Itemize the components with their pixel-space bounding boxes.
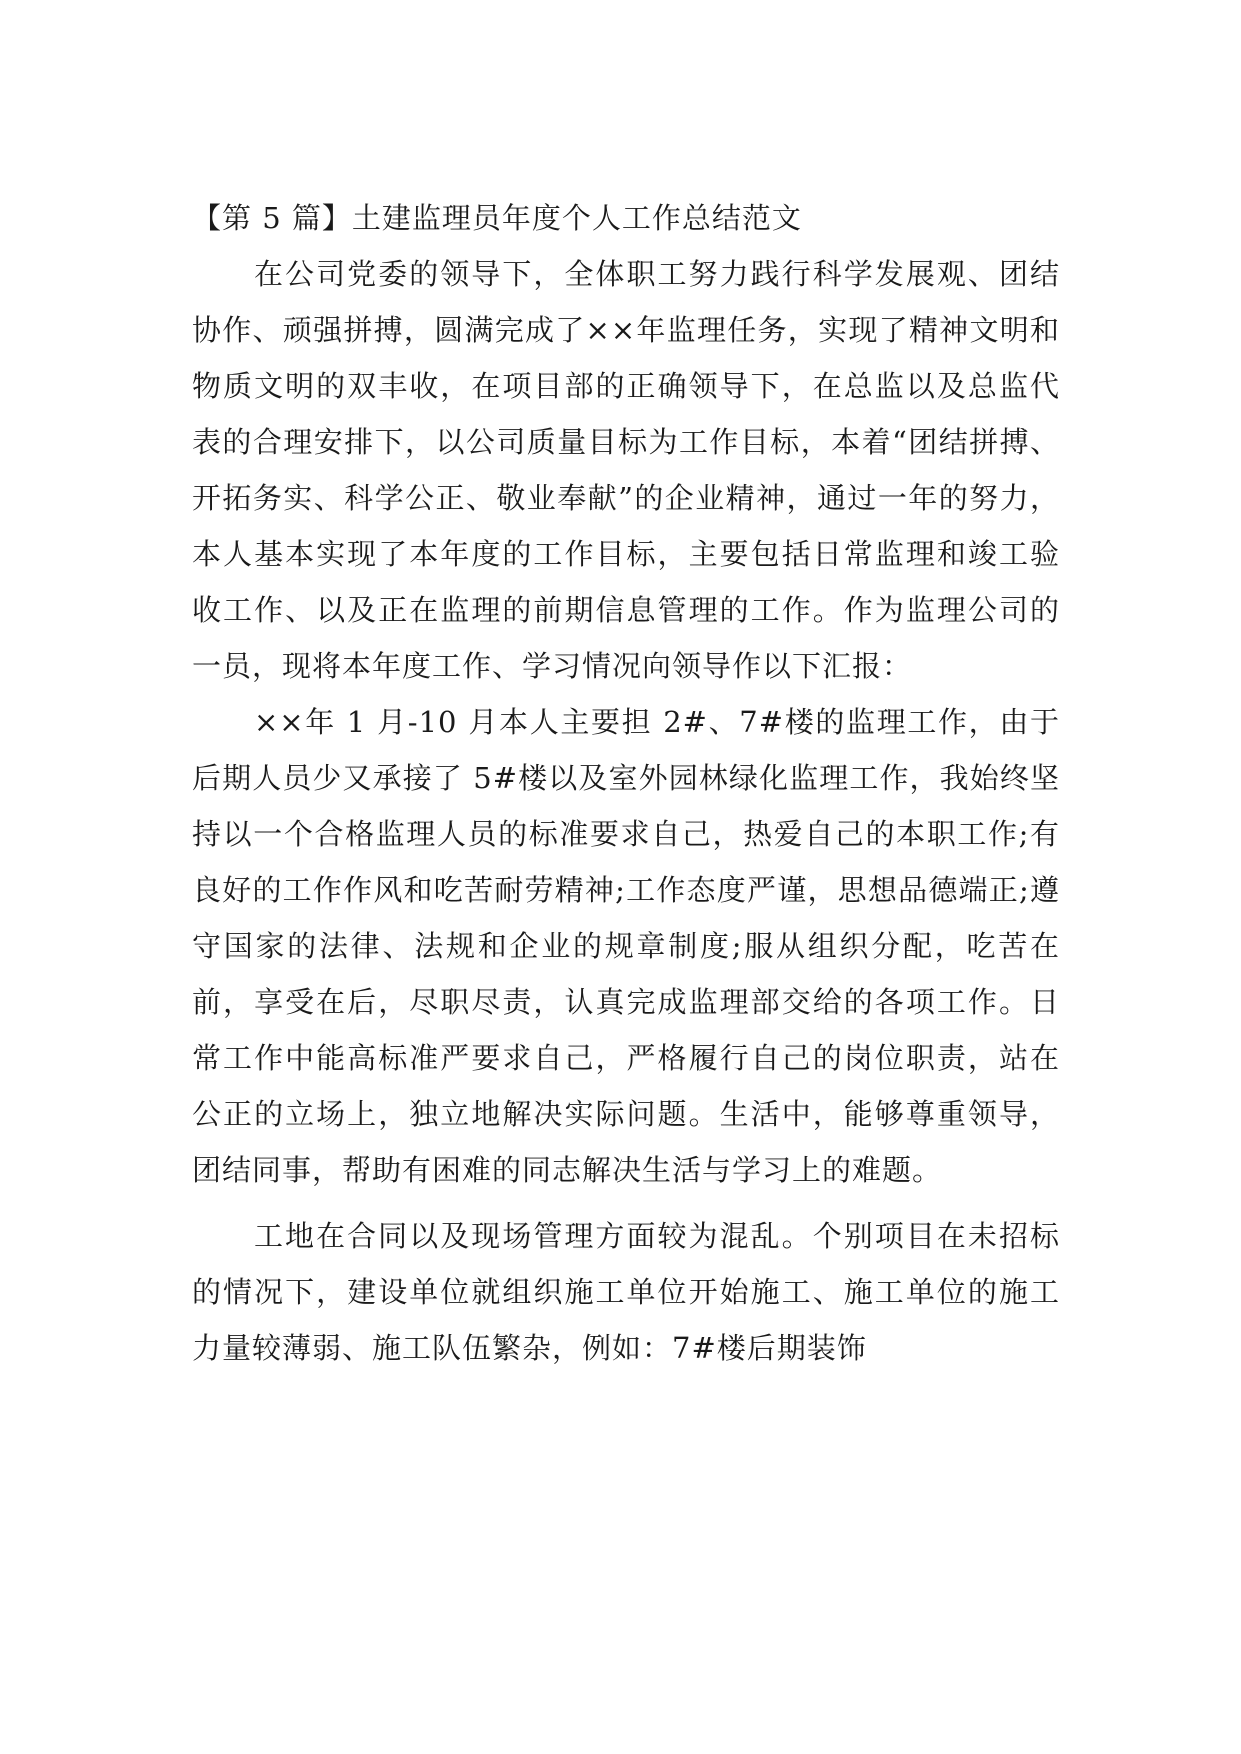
paragraph-site-issues: 工地在合同以及现场管理方面较为混乱。个别项目在未招标的情况下，建设单位就组织施工单位开始施工、施工单位的施工力量较薄弱、施工队伍繁杂，例如：7#楼后期装饰 [192,1219,1060,1365]
document-title: 【第 5 篇】土建监理员年度个人工作总结范文 [192,201,802,235]
paragraph-intro: 在公司党委的领导下，全体职工努力践行科学发展观、团结协作、顽强拼搏，圆满完成了××年监理任务，实现了精神文明和物质文明的双丰收，在项目部的正确领导下，在总监以及总监代表的合理安排下，以公司质量目标为工作目标，本着“团结拼搏、开拓务实、科学公正、敬业奉献”的企业精神，通过一年的努力，本人基本实现了本年度的工作目标，主要包括日常监理和竣工验收工作、以及正在监理的前期信息管理的工作。作为监理公司的一员，现将本年度工作、学习情况向领导作以下汇报： [192,257,1060,683]
paragraph-work-summary: ××年 1 月-10 月本人主要担 2#、7#楼的监理工作，由于后期人员少又承接了 5#楼以及室外园林绿化监理工作，我始终坚持以一个合格监理人员的标准要求自己，热爱自己的本职工作;有良好的工作作风和吃苦耐劳精神;工作态度严谨，思想品德端正;遵守国家的法律、法规和企业的规章制度;服从组织分配，吃苦在前，享受在后，尽职尽责，认真完成监理部交给的各项工作。日常工作中能高标准严要求自己，严格履行自己的岗位职责，站在公正的立场上，独立地解决实际问题。生活中，能够尊重领导，团结同事，帮助有困难的同志解决生活与学习上的难题。 [192,705,1060,1187]
document-body [192,190,1060,1376]
